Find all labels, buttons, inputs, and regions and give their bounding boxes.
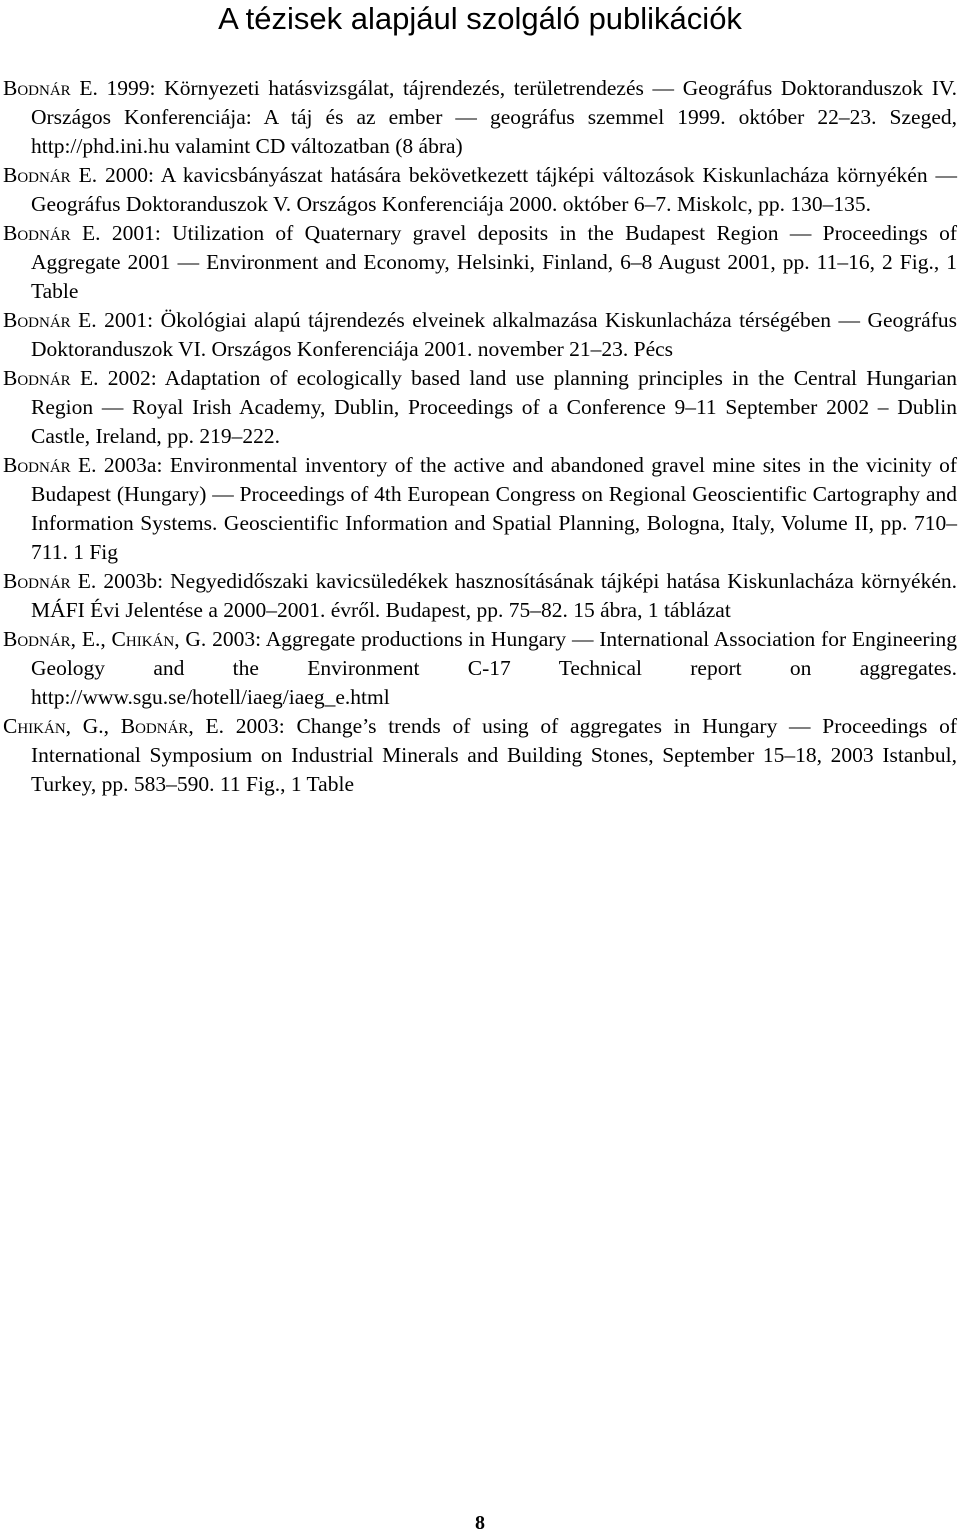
publication-authors: Bodnár E.: [3, 163, 98, 187]
publication-authors: Bodnár E.: [3, 76, 98, 100]
publication-item: [3, 74, 957, 161]
publication-authors: Bodnár E.: [3, 569, 97, 593]
publication-item: [3, 306, 957, 364]
publication-item: [3, 712, 957, 799]
publication-authors: Bodnár E.: [3, 366, 99, 390]
publication-text: 2003: Change’s trends of using of aggregates in Hungary — Proceedings of International Symposium on Industrial Minerals and Building Stones, September 15–18, 2003 Istanbul, Turkey, pp. 583–590. 11 Fig., 1 Table: [31, 714, 957, 796]
publication-text: 2003b: Negyedidőszaki kavicsüledékek hasznosításának tájképi hatása Kiskunlacháza környékén. MÁFI Évi Jelentése a 2000–2001. évről. Budapest, pp. 75–82. 15 ábra, 1 táblázat: [31, 569, 958, 622]
publication-text: 2003a: Environmental inventory of the active and abandoned gravel mine sites in the vicinity of Budapest (Hungary) — Proceedings of 4th European Congress on Regional Geoscientific Cartography and Information Systems. Geoscientific Information and Spatial Planning, Bologna, Italy, Volume II, pp. 710–711. 1 Fig: [31, 453, 957, 564]
publication-authors: Bodnár, E., Chikán, G.: [3, 627, 207, 651]
publication-text: 2001: Ökológiai alapú tájrendezés elveinek alkalmazása Kiskunlacháza térségében — Geográfus Doktoranduszok VI. Országos Konferenciája 2001. november 21–23. Pécs: [31, 308, 958, 361]
publication-authors: Chikán, G., Bodnár, E.: [3, 714, 225, 738]
page-title: A tézisek alapjául szolgáló publikációk: [218, 1, 742, 36]
publication-item: [3, 219, 957, 306]
publication-text: 1999: Környezeti hatásvizsgálat, tájrendezés, területrendezés — Geográfus Doktoranduszok IV. Országos Konferenciája: A táj és az ember — geográfus szemmel 1999. október 22–23. Szeged, http://phd.ini.hu valamint CD változatban (8 ábra): [31, 76, 957, 158]
publication-authors: Bodnár E.: [3, 453, 97, 477]
publication-item: [3, 364, 957, 451]
publication-text: 2001: Utilization of Quaternary gravel deposits in the Budapest Region — Proceedings of Aggregate 2001 — Environment and Economy, Helsinki, Finland, 6–8 August 2001, pp. 11–16, 2 Fig., 1 Table: [31, 221, 957, 303]
publication-list: [3, 74, 957, 799]
publication-text: 2002: Adaptation of ecologically based land use planning principles in the Central Hungarian Region — Royal Irish Academy, Dublin, Proceedings of a Conference 9–11 September 2002 – Dublin Castle, Ireland, pp. 219–222.: [31, 366, 957, 448]
publication-item: [3, 161, 957, 219]
publication-item: [3, 567, 957, 625]
publication-text: 2003: Aggregate productions in Hungary — International Association for Engineering Geology and the Environment C-17 Technical report on aggregates. http://www.sgu.se/hotell/iaeg/iaeg_e.html: [31, 627, 957, 709]
publication-authors: Bodnár E.: [3, 308, 97, 332]
publication-authors: Bodnár E.: [3, 221, 101, 245]
publication-item: [3, 625, 957, 712]
page-number: 8: [475, 1512, 485, 1534]
publication-item: [3, 451, 957, 567]
publication-text: 2000: A kavicsbányászat hatására bekövetkezett tájképi változások Kiskunlacháza környékén — Geográfus Doktoranduszok V. Országos Konferenciája 2000. október 6–7. Miskolc, pp. 130–135.: [31, 163, 957, 216]
